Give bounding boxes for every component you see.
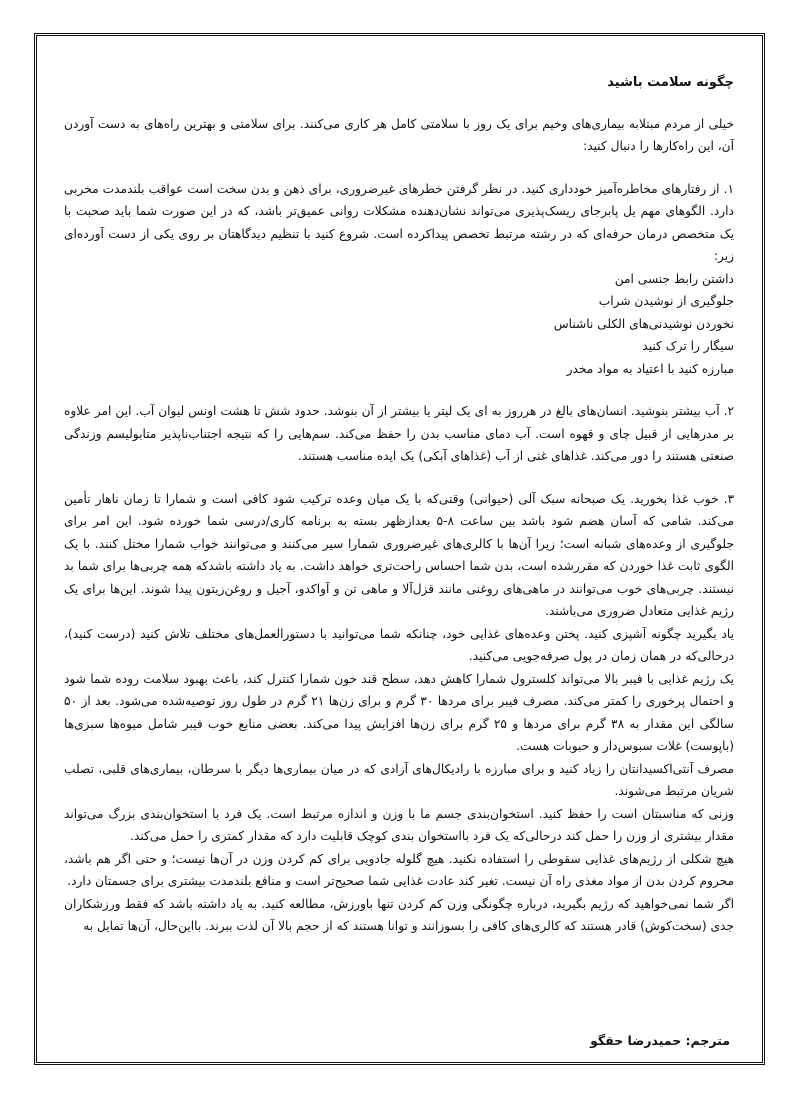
section-1-list (64, 268, 734, 381)
section-1 (64, 178, 734, 381)
section-3-paragraph: یک رژیم غذایی با فیبر بالا می‌تواند کلسترول شمارا کاهش دهد، سطح قند خون شمارا کنترل کند، باعث بهبود سلامت روده شما شود و احتمال پرخوری را کمتر می‌کند. مصرف فیبر برای مردها ۳۰ گرم و برای زن‌ها ۲۱ گرم در طول روز توصیه‌شده می‌شود. بعد از ۵۰ سالگی این مقدار به ۳۸ گرم برای مردها و ۲۵ گرم برای زن‌ها افزایش پیدا می‌کند. بعضی منابع خوب فیبر شامل میوه‌ها سبزی‌ها (باپوست) غلات سبوس‌دار و حبوبات هست. (64, 671, 734, 753)
section-3-paragraph: مصرف آنتی‌اکسیدانتان را زیاد کنید و برای مبارزه با رادیکال‌های آزادی که در میان بیماری‌ها دیگر با سرطان، بیماری‌های قلبی، تصلب شریان مرتبط می‌شوند. (64, 761, 734, 798)
list-item: داشتن رابط جنسی امن (614, 271, 734, 286)
list-item: جلوگیری از نوشیدن شراب (598, 294, 734, 308)
document-body (64, 72, 734, 938)
intro-paragraph: خیلی از مردم مبتلابه بیماری‌های وخیم برای یک روز با سلامتی کامل هر کاری می‌کنند. برای سلامتی و بهترین راه‌های به دست آوردن آن، این راه‌کارها را دنبال کنید: (64, 116, 734, 153)
list-item: مبارزه کنید با اعتیاد به مواد مخدر (566, 361, 734, 376)
section-3-paragraph: هیچ شکلی از رژیم‌های غذایی سقوطی را استفاده نکنید. هیچ گلوله جادویی برای کم کردن وزن در آن‌ها نیست؛ و حتی اگر هم باشد، محروم کردن بدن از مواد مغذی راه آن نیست. تغیر کند عادت غذایی شما صحیح‌تر است و منافع بلندمدت بیشتری برای جسمتان دارد. (64, 851, 734, 888)
section-3-paragraph: وزنی که مناسبتان است را حفظ کنید. استخوان‌بندی جسم ما با وزن و اندازه مرتبط است. یک فرد با استخوان‌بندی بزرگ می‌تواند مقدار بیشتری از وزن را حمل کند درحالی‌که یک فرد بااستخوان بندی کوچک قابلیت دارد که مقدار کمتری را حمل می‌کند. (64, 806, 734, 843)
list-item: سیگار را ترک کنید (642, 339, 734, 353)
section-3-paragraph: ۳. خوب غذا بخورید. یک صبحانه سبک آلی (حیوانی) وقتی‌که با یک میان وعده ترکیب شود کافی است و شمارا تا زمان ناهار تأمین می‌کند. شامی که آسان هضم شود باشد بین ساعت ۸-۵ بعدازظهر بسته به برنامه کاری/درسی شما خورده شود. این امر برای جلوگیری از وعده‌های شبانه است؛ زیرا آن‌ها با کالری‌های غیرضروری شمارا سیر می‌کنند و می‌توانند خواب شمارا مختل کنند. با یک الگوی ثابت غذا خوردن که مقررشده است، بدن شما احساس راحت‌تری خواهد داشت. به یاد داشته باشدکه همه چربی‌ها برای شما بد نیستند. چربی‌های خوب می‌توانند در ماهی‌های روغنی مانند قزل‌آلا و ماهی تن و آواکدو، آجیل و روغن‌زیتون پیدا شوند. این‌ها برای یک رژیم غذایی متعادل ضروری می‌باشند. (64, 491, 734, 618)
translator-credit: مترجم: حمیدرضا حقگو (590, 1033, 730, 1048)
section-1-text: ۱. از رفتارهای مخاطره‌آمیز خودداری کنید. در نظر گرفتن خطرهای غیرضروری، برای ذهن و بدن سخت است عواقب بلندمدت مخربی دارد. الگوهای مهم یل پابرجای ریسک‌پذیری می‌تواند نشان‌دهنده مشکلات روانی عمیق‌تر باشد، که در این صورت شما باید صحبت با یک متخصص درمان حرفه‌ای که در رشته مرتبط تخصص پیداکرده است. شروع کنید با تنظیم دیدگاهتان بر روی یکی از دست آورده‌ای زیر: (64, 181, 734, 263)
document-title: چگونه سلامت باشید (607, 75, 734, 90)
section-3-paragraph: اگر شما نمی‌خواهید که رژیم بگیرید، درباره چگونگی وزن کم کردن تنها باورزش، مطالعه کنید. به یاد داشته باشد که فقط ورزشکاران جدی (سخت‌کوش) قادر هستند که کالری‌های کافی را بسوزانند و توانا هستند که از حجم بالا آن لذت ببرند. بااین‌حال، آن‌ها تمایل به (64, 896, 734, 933)
list-item: نخوردن نوشیدنی‌های الکلی ناشناس (553, 316, 734, 331)
section-2: ۲. آب بیشتر بنوشید. انسان‌های بالغ در هرروز به ای یک لیتر یا بیشتر از آن بنوشد. حدود شش تا هشت اونس لیوان آب. این امر علاوه بر مدرهایی از قبیل چای و قهوه است. آب دمای مناسب بدن را حفظ می‌کند. سم‌هایی را که نتیجه اجتناب‌ناپذیر متابولیسم وزندگی صنعتی هستند را دور می‌کند. غذاهای غنی از آب (غذاهای آبکی) یک ایده مناسب هستند. (64, 404, 734, 463)
section-3 (64, 488, 734, 938)
section-3-paragraph: یاد بگیرید چگونه آشپزی کنید. پختن وعده‌های غذایی خود، چنانکه شما می‌توانید با دستورالعمل‌های مختلف تلاش کنید (درست کنید)، درحالی‌که در همان زمان در پول صرفه‌جویی می‌کنید. (64, 626, 734, 663)
